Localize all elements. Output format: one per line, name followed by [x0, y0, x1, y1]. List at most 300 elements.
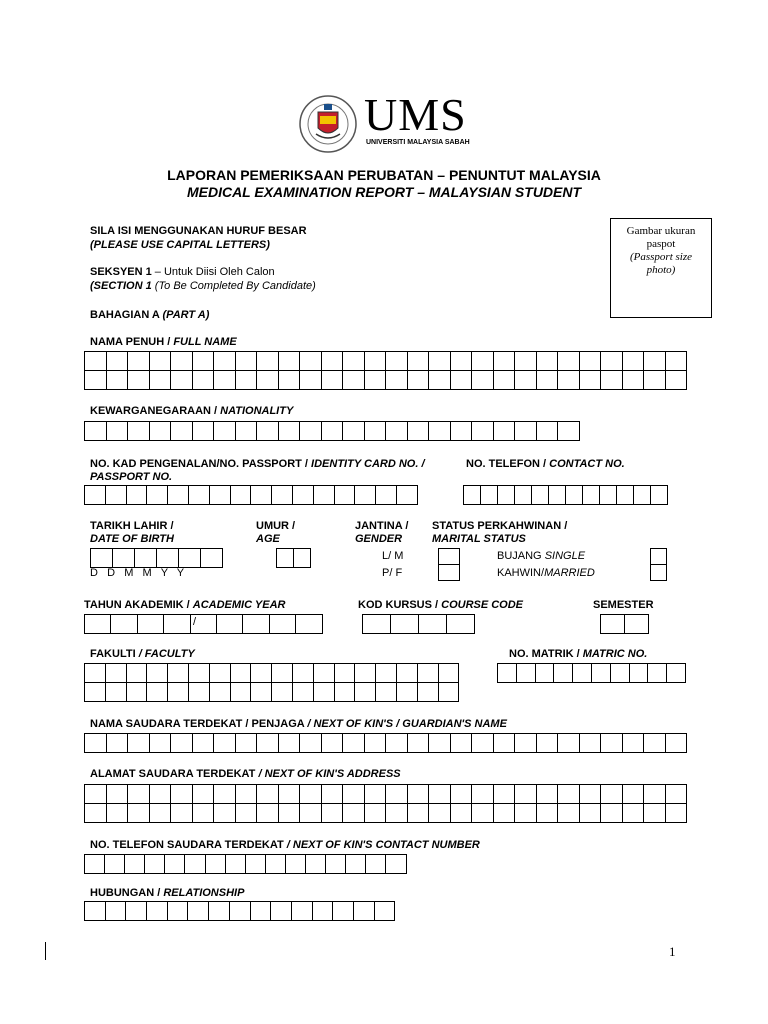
char-box[interactable]	[193, 804, 215, 823]
char-box[interactable]	[494, 734, 516, 753]
char-box[interactable]	[314, 486, 335, 505]
char-box[interactable]	[236, 785, 258, 804]
char-box[interactable]	[397, 683, 418, 702]
char-box[interactable]	[623, 734, 645, 753]
char-box[interactable]	[91, 549, 113, 568]
char-box[interactable]	[515, 804, 537, 823]
char-box[interactable]	[128, 785, 150, 804]
char-box[interactable]	[335, 664, 356, 683]
char-box[interactable]	[85, 683, 106, 702]
char-box[interactable]	[617, 486, 634, 505]
char-box[interactable]	[209, 902, 230, 921]
char-box[interactable]	[472, 352, 494, 371]
char-box[interactable]	[498, 486, 515, 505]
char-box[interactable]	[335, 486, 356, 505]
char-box[interactable]	[193, 352, 215, 371]
char-box[interactable]	[365, 371, 387, 390]
char-box[interactable]	[335, 683, 356, 702]
char-box[interactable]	[386, 734, 408, 753]
char-box[interactable]	[251, 664, 272, 683]
char-box[interactable]	[408, 422, 430, 441]
full-name-boxes[interactable]	[84, 351, 687, 390]
char-box[interactable]	[397, 664, 418, 683]
char-box[interactable]	[537, 785, 559, 804]
char-box[interactable]	[451, 804, 473, 823]
nationality-boxes[interactable]	[84, 421, 580, 441]
char-box[interactable]	[451, 352, 473, 371]
char-box[interactable]	[322, 804, 344, 823]
char-box[interactable]	[171, 785, 193, 804]
char-box[interactable]	[300, 371, 322, 390]
char-box[interactable]	[429, 734, 451, 753]
char-box[interactable]	[292, 902, 313, 921]
char-box[interactable]	[408, 804, 430, 823]
char-box[interactable]	[214, 804, 236, 823]
char-box[interactable]	[648, 664, 667, 683]
char-box[interactable]	[365, 422, 387, 441]
char-box[interactable]	[279, 352, 301, 371]
char-box[interactable]	[106, 683, 127, 702]
char-box[interactable]	[472, 785, 494, 804]
char-box[interactable]	[85, 855, 105, 874]
char-box[interactable]	[157, 549, 179, 568]
char-box[interactable]	[517, 664, 536, 683]
char-box[interactable]	[106, 486, 127, 505]
char-box[interactable]	[214, 785, 236, 804]
char-box[interactable]	[464, 486, 481, 505]
char-box[interactable]	[226, 855, 246, 874]
char-box[interactable]	[408, 352, 430, 371]
char-box[interactable]	[644, 352, 666, 371]
char-box[interactable]	[246, 855, 266, 874]
char-box[interactable]	[343, 352, 365, 371]
char-box[interactable]	[418, 664, 439, 683]
char-box[interactable]	[300, 734, 322, 753]
char-box[interactable]	[376, 664, 397, 683]
char-box[interactable]	[165, 855, 185, 874]
dob-boxes[interactable]	[90, 548, 223, 568]
age-boxes[interactable]	[276, 548, 311, 568]
char-box[interactable]	[107, 371, 129, 390]
char-box[interactable]	[128, 352, 150, 371]
kin-address-boxes[interactable]	[84, 784, 687, 823]
char-box[interactable]	[601, 804, 623, 823]
char-box[interactable]	[386, 352, 408, 371]
char-box[interactable]	[651, 486, 668, 505]
char-box[interactable]	[408, 785, 430, 804]
char-box[interactable]	[600, 486, 617, 505]
char-box[interactable]	[666, 785, 688, 804]
char-box[interactable]	[580, 371, 602, 390]
char-box[interactable]	[580, 734, 602, 753]
char-box[interactable]	[306, 855, 326, 874]
char-box[interactable]	[277, 549, 294, 568]
char-box[interactable]	[601, 734, 623, 753]
char-box[interactable]	[145, 855, 165, 874]
char-box[interactable]	[418, 683, 439, 702]
char-box[interactable]	[294, 549, 311, 568]
char-box[interactable]	[189, 664, 210, 683]
char-box[interactable]	[515, 734, 537, 753]
char-box[interactable]	[580, 352, 602, 371]
char-box[interactable]	[193, 422, 215, 441]
char-box[interactable]	[429, 785, 451, 804]
char-box[interactable]	[150, 371, 172, 390]
char-box[interactable]	[601, 352, 623, 371]
char-box[interactable]	[150, 422, 172, 441]
char-box[interactable]	[375, 902, 396, 921]
char-box[interactable]	[125, 855, 145, 874]
char-box[interactable]	[651, 565, 667, 581]
char-box[interactable]	[625, 615, 649, 634]
char-box[interactable]	[111, 615, 137, 634]
char-box[interactable]	[168, 486, 189, 505]
char-box[interactable]	[300, 352, 322, 371]
char-box[interactable]	[106, 902, 127, 921]
char-box[interactable]	[397, 486, 418, 505]
char-box[interactable]	[150, 804, 172, 823]
char-box[interactable]	[343, 371, 365, 390]
char-box[interactable]	[667, 664, 686, 683]
char-box[interactable]	[107, 352, 129, 371]
char-box[interactable]	[85, 785, 107, 804]
char-box[interactable]	[439, 549, 460, 565]
char-box[interactable]	[150, 785, 172, 804]
char-box[interactable]	[188, 902, 209, 921]
char-box[interactable]	[601, 371, 623, 390]
faculty-boxes[interactable]	[84, 663, 459, 702]
char-box[interactable]	[536, 664, 555, 683]
char-box[interactable]	[537, 734, 559, 753]
char-box[interactable]	[386, 855, 406, 874]
relationship-boxes[interactable]	[84, 901, 395, 921]
char-box[interactable]	[128, 734, 150, 753]
char-box[interactable]	[537, 371, 559, 390]
char-box[interactable]	[150, 734, 172, 753]
char-box[interactable]	[558, 422, 580, 441]
char-box[interactable]	[236, 422, 258, 441]
char-box[interactable]	[293, 683, 314, 702]
char-box[interactable]	[451, 371, 473, 390]
char-box[interactable]	[322, 422, 344, 441]
char-box[interactable]	[171, 422, 193, 441]
char-box[interactable]	[391, 615, 419, 634]
char-box[interactable]	[293, 486, 314, 505]
char-box[interactable]	[354, 902, 375, 921]
char-box[interactable]	[293, 664, 314, 683]
char-box[interactable]	[230, 902, 251, 921]
char-box[interactable]	[236, 352, 258, 371]
char-box[interactable]	[236, 371, 258, 390]
char-box[interactable]	[537, 422, 559, 441]
char-box[interactable]	[515, 785, 537, 804]
char-box[interactable]	[322, 352, 344, 371]
char-box[interactable]	[408, 371, 430, 390]
char-box[interactable]	[365, 804, 387, 823]
char-box[interactable]	[429, 422, 451, 441]
char-box[interactable]	[566, 486, 583, 505]
char-box[interactable]	[251, 683, 272, 702]
char-box[interactable]	[147, 664, 168, 683]
char-box[interactable]	[257, 422, 279, 441]
char-box[interactable]	[231, 486, 252, 505]
char-box[interactable]	[85, 486, 106, 505]
char-box[interactable]	[171, 371, 193, 390]
academic-year-boxes[interactable]	[84, 614, 323, 634]
char-box[interactable]	[251, 902, 272, 921]
char-box[interactable]	[300, 422, 322, 441]
char-box[interactable]	[365, 352, 387, 371]
char-box[interactable]	[549, 486, 566, 505]
char-box[interactable]	[429, 804, 451, 823]
char-box[interactable]	[408, 734, 430, 753]
char-box[interactable]	[85, 422, 107, 441]
char-box[interactable]	[651, 549, 667, 565]
char-box[interactable]	[580, 785, 602, 804]
char-box[interactable]	[272, 683, 293, 702]
char-box[interactable]	[558, 804, 580, 823]
char-box[interactable]	[85, 371, 107, 390]
char-box[interactable]	[429, 352, 451, 371]
char-box[interactable]	[107, 734, 129, 753]
gender-checkboxes[interactable]	[438, 548, 460, 581]
char-box[interactable]	[189, 486, 210, 505]
char-box[interactable]	[558, 734, 580, 753]
char-box[interactable]	[343, 422, 365, 441]
kin-name-boxes[interactable]	[84, 733, 687, 753]
char-box[interactable]	[300, 804, 322, 823]
char-box[interactable]	[537, 352, 559, 371]
char-box[interactable]	[214, 371, 236, 390]
char-box[interactable]	[558, 785, 580, 804]
char-box[interactable]	[270, 615, 296, 634]
char-box[interactable]	[214, 422, 236, 441]
char-box[interactable]	[386, 422, 408, 441]
char-box[interactable]	[314, 683, 335, 702]
char-box[interactable]	[147, 902, 168, 921]
char-box[interactable]	[128, 804, 150, 823]
char-box[interactable]	[644, 371, 666, 390]
char-box[interactable]	[630, 664, 649, 683]
char-box[interactable]	[583, 486, 600, 505]
char-box[interactable]	[107, 422, 129, 441]
char-box[interactable]	[313, 902, 334, 921]
char-box[interactable]	[257, 785, 279, 804]
char-box[interactable]	[286, 855, 306, 874]
char-box[interactable]	[257, 371, 279, 390]
char-box[interactable]	[666, 352, 688, 371]
char-box[interactable]	[666, 371, 688, 390]
char-box[interactable]	[107, 785, 129, 804]
char-box[interactable]	[257, 804, 279, 823]
char-box[interactable]	[279, 785, 301, 804]
char-box[interactable]	[147, 486, 168, 505]
char-box[interactable]	[168, 902, 189, 921]
char-box[interactable]	[168, 664, 189, 683]
kin-phone-boxes[interactable]	[84, 854, 407, 874]
char-box[interactable]	[236, 734, 258, 753]
char-box[interactable]	[451, 785, 473, 804]
char-box[interactable]	[279, 804, 301, 823]
char-box[interactable]	[210, 486, 231, 505]
char-box[interactable]	[135, 549, 157, 568]
char-box[interactable]	[355, 683, 376, 702]
char-box[interactable]	[333, 902, 354, 921]
char-box[interactable]	[171, 734, 193, 753]
char-box[interactable]	[472, 804, 494, 823]
char-box[interactable]	[322, 371, 344, 390]
char-box[interactable]	[322, 785, 344, 804]
char-box[interactable]	[300, 785, 322, 804]
char-box[interactable]	[558, 352, 580, 371]
char-box[interactable]	[494, 804, 516, 823]
char-box[interactable]	[515, 486, 532, 505]
char-box[interactable]	[85, 804, 107, 823]
char-box[interactable]	[236, 804, 258, 823]
char-box[interactable]	[185, 855, 205, 874]
char-box[interactable]	[193, 734, 215, 753]
char-box[interactable]	[376, 486, 397, 505]
course-code-boxes[interactable]	[362, 614, 475, 634]
char-box[interactable]	[210, 683, 231, 702]
char-box[interactable]	[127, 683, 148, 702]
char-box[interactable]	[343, 785, 365, 804]
char-box[interactable]	[171, 352, 193, 371]
char-box[interactable]	[481, 486, 498, 505]
char-box[interactable]	[105, 855, 125, 874]
marital-checkboxes[interactable]	[650, 548, 667, 581]
char-box[interactable]	[106, 664, 127, 683]
char-box[interactable]	[147, 683, 168, 702]
char-box[interactable]	[266, 855, 286, 874]
char-box[interactable]	[592, 664, 611, 683]
char-box[interactable]	[189, 683, 210, 702]
char-box[interactable]	[515, 371, 537, 390]
char-box[interactable]	[439, 565, 460, 581]
char-box[interactable]	[206, 855, 226, 874]
char-box[interactable]	[251, 486, 272, 505]
char-box[interactable]	[85, 902, 106, 921]
char-box[interactable]	[322, 734, 344, 753]
char-box[interactable]	[494, 371, 516, 390]
char-box[interactable]	[644, 785, 666, 804]
char-box[interactable]	[343, 804, 365, 823]
char-box[interactable]	[472, 371, 494, 390]
char-box[interactable]	[644, 804, 666, 823]
char-box[interactable]	[494, 422, 516, 441]
char-box[interactable]	[494, 785, 516, 804]
char-box[interactable]	[271, 902, 292, 921]
char-box[interactable]	[193, 371, 215, 390]
char-box[interactable]	[439, 683, 460, 702]
char-box[interactable]	[231, 664, 252, 683]
char-box[interactable]	[201, 549, 223, 568]
char-box[interactable]	[164, 615, 190, 634]
char-box[interactable]	[150, 352, 172, 371]
char-box[interactable]	[243, 615, 269, 634]
char-box[interactable]	[666, 804, 688, 823]
char-box[interactable]	[279, 422, 301, 441]
char-box[interactable]	[666, 734, 688, 753]
char-box[interactable]	[644, 734, 666, 753]
char-box[interactable]	[365, 734, 387, 753]
char-box[interactable]	[272, 486, 293, 505]
char-box[interactable]	[601, 615, 625, 634]
char-box[interactable]	[296, 615, 322, 634]
char-box[interactable]	[214, 352, 236, 371]
matric-boxes[interactable]	[497, 663, 686, 683]
char-box[interactable]	[138, 615, 164, 634]
char-box[interactable]	[210, 664, 231, 683]
char-box[interactable]	[171, 804, 193, 823]
char-box[interactable]	[472, 422, 494, 441]
char-box[interactable]	[279, 371, 301, 390]
char-box[interactable]	[217, 615, 243, 634]
id-boxes[interactable]	[84, 485, 418, 505]
char-box[interactable]	[365, 785, 387, 804]
char-box[interactable]	[314, 664, 335, 683]
char-box[interactable]	[494, 352, 516, 371]
char-box[interactable]	[126, 902, 147, 921]
char-box[interactable]	[85, 615, 111, 634]
char-box[interactable]	[623, 785, 645, 804]
char-box[interactable]	[128, 422, 150, 441]
char-box[interactable]	[231, 683, 252, 702]
char-box[interactable]	[451, 734, 473, 753]
char-box[interactable]	[85, 664, 106, 683]
char-box[interactable]	[85, 734, 107, 753]
char-box[interactable]	[386, 371, 408, 390]
char-box[interactable]	[429, 371, 451, 390]
char-box[interactable]	[623, 352, 645, 371]
char-box[interactable]	[128, 371, 150, 390]
char-box[interactable]	[355, 664, 376, 683]
char-box[interactable]	[634, 486, 651, 505]
char-box[interactable]	[419, 615, 447, 634]
char-box[interactable]	[279, 734, 301, 753]
char-box[interactable]	[363, 615, 391, 634]
semester-boxes[interactable]	[600, 614, 649, 634]
char-box[interactable]	[257, 734, 279, 753]
char-box[interactable]	[451, 422, 473, 441]
char-box[interactable]	[386, 785, 408, 804]
char-box[interactable]	[611, 664, 630, 683]
char-box[interactable]	[85, 352, 107, 371]
char-box[interactable]	[193, 785, 215, 804]
char-box[interactable]	[168, 683, 189, 702]
char-box[interactable]	[532, 486, 549, 505]
char-box[interactable]	[343, 734, 365, 753]
char-box[interactable]	[439, 664, 460, 683]
char-box[interactable]	[127, 664, 148, 683]
char-box[interactable]	[573, 664, 592, 683]
char-box[interactable]	[127, 486, 148, 505]
char-box[interactable]	[113, 549, 135, 568]
char-box[interactable]	[214, 734, 236, 753]
char-box[interactable]	[257, 352, 279, 371]
char-box[interactable]	[386, 804, 408, 823]
char-box[interactable]	[472, 734, 494, 753]
char-box[interactable]	[601, 785, 623, 804]
char-box[interactable]	[447, 615, 475, 634]
char-box[interactable]	[272, 664, 293, 683]
char-box[interactable]	[580, 804, 602, 823]
char-box[interactable]	[376, 683, 397, 702]
char-box[interactable]	[366, 855, 386, 874]
char-box[interactable]	[515, 422, 537, 441]
phone-boxes[interactable]	[463, 485, 668, 505]
char-box[interactable]	[515, 352, 537, 371]
